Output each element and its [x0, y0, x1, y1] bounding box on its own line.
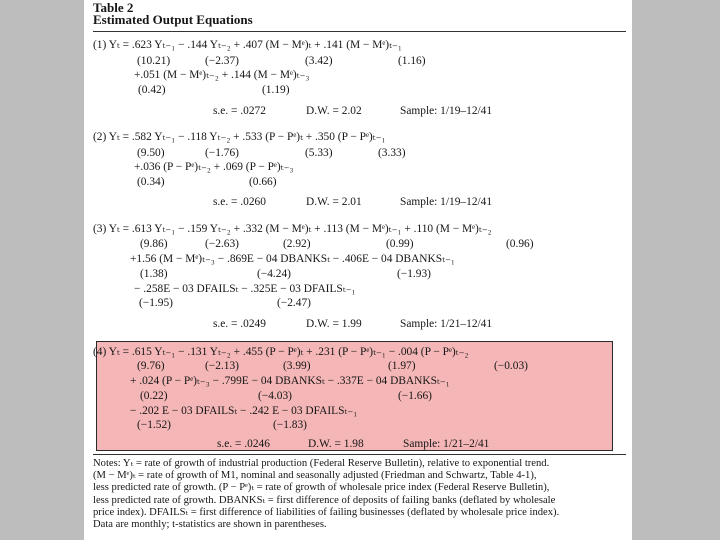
equation-line: +.036 (P − Pᵉ)ₜ₋₂ + .069 (P − Pᵉ)ₜ₋₃ — [134, 161, 294, 173]
equation-line: − .258E − 03 DFAILSₜ − .325E − 03 DFAILSₜ₋₁ — [134, 283, 356, 295]
t-statistic: (1.97) — [388, 360, 416, 372]
t-statistic: (0.66) — [249, 176, 277, 188]
equation-line: (4) Yₜ = .615 Yₜ₋₁ − .131 Yₜ₋₂ + .455 (P − Pᵉ)ₜ + .231 (P − Pᵉ)ₜ₋₁ − .004 (P − Pᵉ)ₜ₋₂ — [93, 346, 469, 358]
sample-period: Sample: 1/21–2/41 — [403, 438, 490, 450]
sample-period: Sample: 1/19–12/41 — [400, 196, 493, 208]
t-statistic: (0.96) — [506, 238, 534, 250]
equation-line: (1) Yₜ = .623 Yₜ₋₁ − .144 Yₜ₋₂ + .407 (M − Mᵉ)ₜ + .141 (M − Mᵉ)ₜ₋₁ — [93, 39, 402, 51]
note-line: less predicted rate of growth. (P − Pᵉ)ₜ = rate of growth of wholesale price index (Federal Reserve Bulletin), — [93, 482, 550, 494]
t-statistic: (9.86) — [140, 238, 168, 250]
t-statistic: (0.22) — [140, 390, 168, 402]
note-line: Data are monthly; t-statistics are shown in parentheses. — [93, 519, 327, 531]
durbin-watson: D.W. = 1.99 — [306, 318, 362, 330]
t-statistic: (−1.52) — [137, 419, 171, 431]
t-statistic: (2.92) — [283, 238, 311, 250]
durbin-watson: D.W. = 2.02 — [306, 105, 362, 117]
durbin-watson: D.W. = 1.98 — [308, 438, 364, 450]
equation-line: − .202 E − 03 DFAILSₜ − .242 E − 03 DFAILSₜ₋₁ — [130, 405, 358, 417]
t-statistic: (0.42) — [138, 84, 166, 96]
t-statistic: (9.50) — [137, 147, 165, 159]
table-subtitle: Estimated Output Equations — [93, 12, 253, 27]
equation-line: (3) Yₜ = .613 Yₜ₋₁ − .159 Yₜ₋₂ + .332 (M − Mᵉ)ₜ + .113 (M − Mᵉ)ₜ₋₁ + .110 (M − Mᵉ)ₜ₋₂ — [93, 223, 492, 235]
equation-line: + .024 (P − Pᵉ)ₜ₋₃ − .799E − 04 DBANKSₜ − .337E − 04 DBANKSₜ₋₁ — [130, 375, 450, 387]
t-statistic: (1.16) — [398, 55, 426, 67]
equation-line: (2) Yₜ = .582 Yₜ₋₁ − .118 Yₜ₋₂ + .533 (P − Pᵉ)ₜ + .350 (P − Pᵉ)ₜ₋₁ — [93, 131, 386, 143]
t-statistic: (−1.93) — [397, 268, 431, 280]
t-statistic: (−0.03) — [494, 360, 528, 372]
t-statistic: (9.76) — [137, 360, 165, 372]
note-line: Notes: Yₜ = rate of growth of industrial production (Federal Reserve Bulletin), relative to exponential trend. — [93, 458, 550, 469]
t-statistic: (−2.13) — [205, 360, 239, 372]
note-line: price index). DFAILSₜ = first difference of liabilities of failing businesses (deflated by wholesale price index). — [93, 506, 560, 518]
t-statistic: (−1.83) — [273, 419, 307, 431]
standard-error: s.e. = .0249 — [213, 318, 266, 330]
sample-period: Sample: 1/21–12/41 — [400, 318, 493, 330]
note-line: less predicted rate of growth. DBANKSₜ = first difference of deposits of failing banks (deflated by wholesale — [93, 494, 556, 506]
standard-error: s.e. = .0246 — [217, 438, 270, 450]
t-statistic: (−1.66) — [398, 390, 432, 402]
t-statistic: (−1.95) — [139, 297, 173, 309]
t-statistic: (−4.24) — [257, 268, 291, 280]
t-statistic: (−2.47) — [277, 297, 311, 309]
sample-period: Sample: 1/19–12/41 — [400, 105, 493, 117]
t-statistic: (10.21) — [137, 55, 171, 67]
note-line: (M − Mᵉ)ₜ = rate of growth of M1, nominal and seasonally adjusted (Friedman and Schwartz, Table 4-1), — [93, 470, 537, 482]
t-statistic: (−1.76) — [205, 147, 239, 159]
bottom-rule — [93, 454, 626, 455]
t-statistic: (0.99) — [386, 238, 414, 250]
standard-error: s.e. = .0260 — [213, 196, 266, 208]
t-statistic: (1.19) — [262, 84, 290, 96]
t-statistic: (5.33) — [305, 147, 333, 159]
t-statistic: (0.34) — [137, 176, 165, 188]
standard-error: s.e. = .0272 — [213, 105, 266, 117]
t-statistic: (−4.03) — [258, 390, 292, 402]
top-rule — [93, 31, 626, 32]
t-statistic: (1.38) — [140, 268, 168, 280]
t-statistic: (3.99) — [283, 360, 311, 372]
durbin-watson: D.W. = 2.01 — [306, 196, 362, 208]
equation-line: +1.56 (M − Mᵉ)ₜ₋₃ − .869E − 04 DBANKSₜ − .406E − 04 DBANKSₜ₋₁ — [130, 253, 455, 265]
t-statistic: (3.42) — [305, 55, 333, 67]
t-statistic: (3.33) — [378, 147, 406, 159]
t-statistic: (−2.63) — [205, 238, 239, 250]
table-notes — [93, 458, 629, 531]
t-statistic: (−2.37) — [205, 55, 239, 67]
equation-line: +.051 (M − Mᵉ)ₜ₋₂ + .144 (M − Mᵉ)ₜ₋₃ — [134, 69, 310, 81]
table-title: Table 2 — [93, 0, 134, 15]
